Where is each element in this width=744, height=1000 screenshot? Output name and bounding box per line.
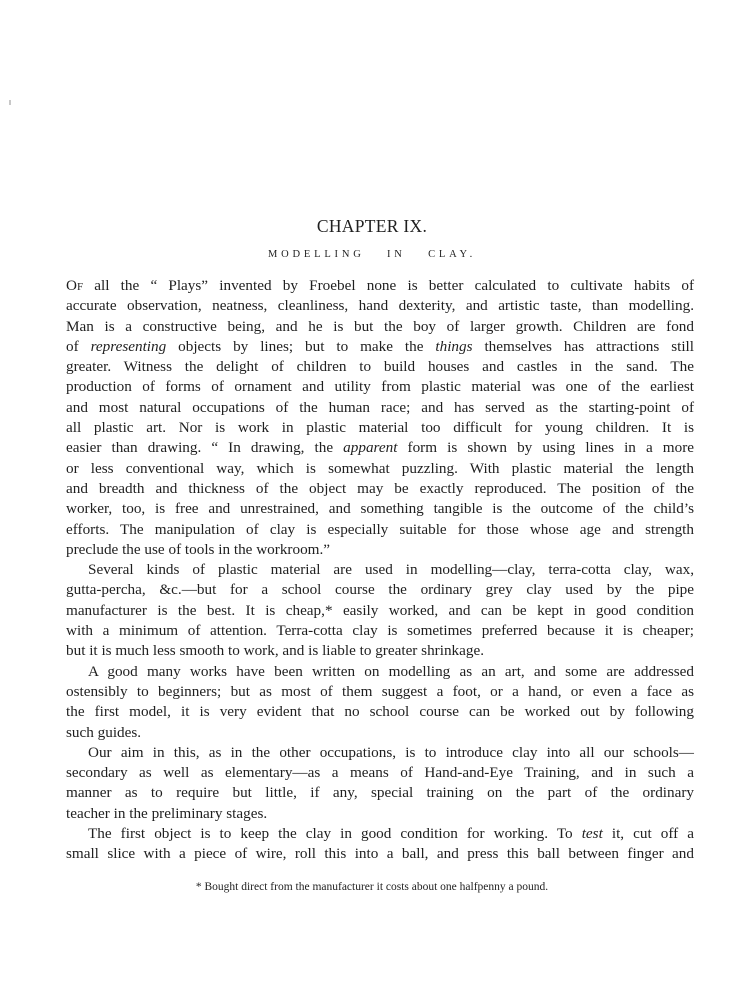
text-line: Man is a constructive being, and he is but the boy of larger growth. Children are fond: [66, 317, 694, 335]
text-line: teacher in the preliminary stages.: [66, 804, 268, 822]
text-line: or less conventional way, which is somewhat puzzling. With plastic material the length: [66, 459, 694, 477]
text-line: all plastic art. Nor is work in plastic material too difficult for young children. It is: [66, 419, 694, 437]
text-line: Several kinds of plastic material are used in modelling—clay, terra-cotta clay, wax,: [88, 561, 694, 579]
text-line: accurate observation, neatness, cleanliness, hand dexterity, and artistic taste, than modelling.: [66, 297, 694, 315]
footnote: * Bought direct from the manufacturer it costs about one halfpenny a pound.: [195, 881, 549, 893]
text-line: the first model, it is very evident that no school course can be worked out by following: [66, 703, 694, 721]
text-line: manufacturer is the best. It is cheap,* easily worked, and can be kept in good condition: [66, 601, 694, 619]
text-line: easier than drawing. “ In drawing, the apparent form is shown by using lines in a more: [66, 439, 694, 457]
italic-word: things: [435, 337, 473, 355]
text-line: and most natural occupations of the human race; and has served as the starting-point of: [66, 398, 694, 416]
italic-word: test: [581, 825, 603, 843]
italic-word: apparent: [343, 439, 398, 457]
italic-word: representing: [90, 337, 167, 355]
text-line: and breadth and thickness of the object may be exactly reproduced. The position of the: [66, 479, 694, 497]
text-line: Of all the “ Plays” invented by Froebel none is better calculated to cultivate habits of: [66, 277, 694, 294]
text-line: of representing objects by lines; but to make the things themselves has attractions still: [66, 337, 694, 355]
chapter-subtitle: MODELLING IN CLAY.: [267, 249, 477, 260]
text-line: ostensibly to beginners; but as most of them suggest a foot, or a hand, or even a face as: [66, 682, 694, 700]
text-line: small slice with a piece of wire, roll this into a ball, and press this ball between finger and: [66, 845, 694, 863]
text-line: production of forms of ornament and utility from plastic material was one of the earliest: [66, 378, 694, 396]
text-line: such guides.: [66, 723, 142, 741]
text-line: A good many works have been written on modelling as an art, and some are addressed: [88, 662, 694, 680]
text-line: greater. Witness the delight of children to build houses and castles in the sand. The: [66, 358, 694, 376]
text-line: but it is much less smooth to work, and is liable to greater shrinkage.: [66, 642, 485, 660]
text-line: worker, too, is free and unrestrained, and something tangible is the outcome of the child’s: [66, 500, 694, 518]
text-line: secondary as well as elementary—as a means of Hand-and-Eye Training, and in such a: [66, 764, 694, 782]
drop-cap: Of: [66, 277, 84, 294]
text-line: efforts. The manipulation of clay is especially suitable for those whose age and strength: [66, 520, 694, 538]
text-line: Our aim in this, as in the other occupations, is to introduce clay into all our schools—: [88, 743, 694, 761]
text-line: The first object is to keep the clay in good condition for working. To test it, cut off a: [88, 825, 694, 843]
body-text: [66, 276, 694, 865]
text-line: with a minimum of attention. Terra-cotta clay is sometimes preferred because it is cheaper;: [66, 622, 694, 640]
text-line: gutta-percha, &c.—but for a school course the ordinary grey clay used by the pipe: [66, 581, 694, 599]
text-line: manner as to require but little, if any, special training on the part of the ordinary: [66, 784, 694, 802]
text-line: preclude the use of tools in the workroom.”: [66, 540, 331, 558]
paper-speck: [9, 100, 11, 105]
chapter-title: CHAPTER IX.: [316, 216, 428, 236]
